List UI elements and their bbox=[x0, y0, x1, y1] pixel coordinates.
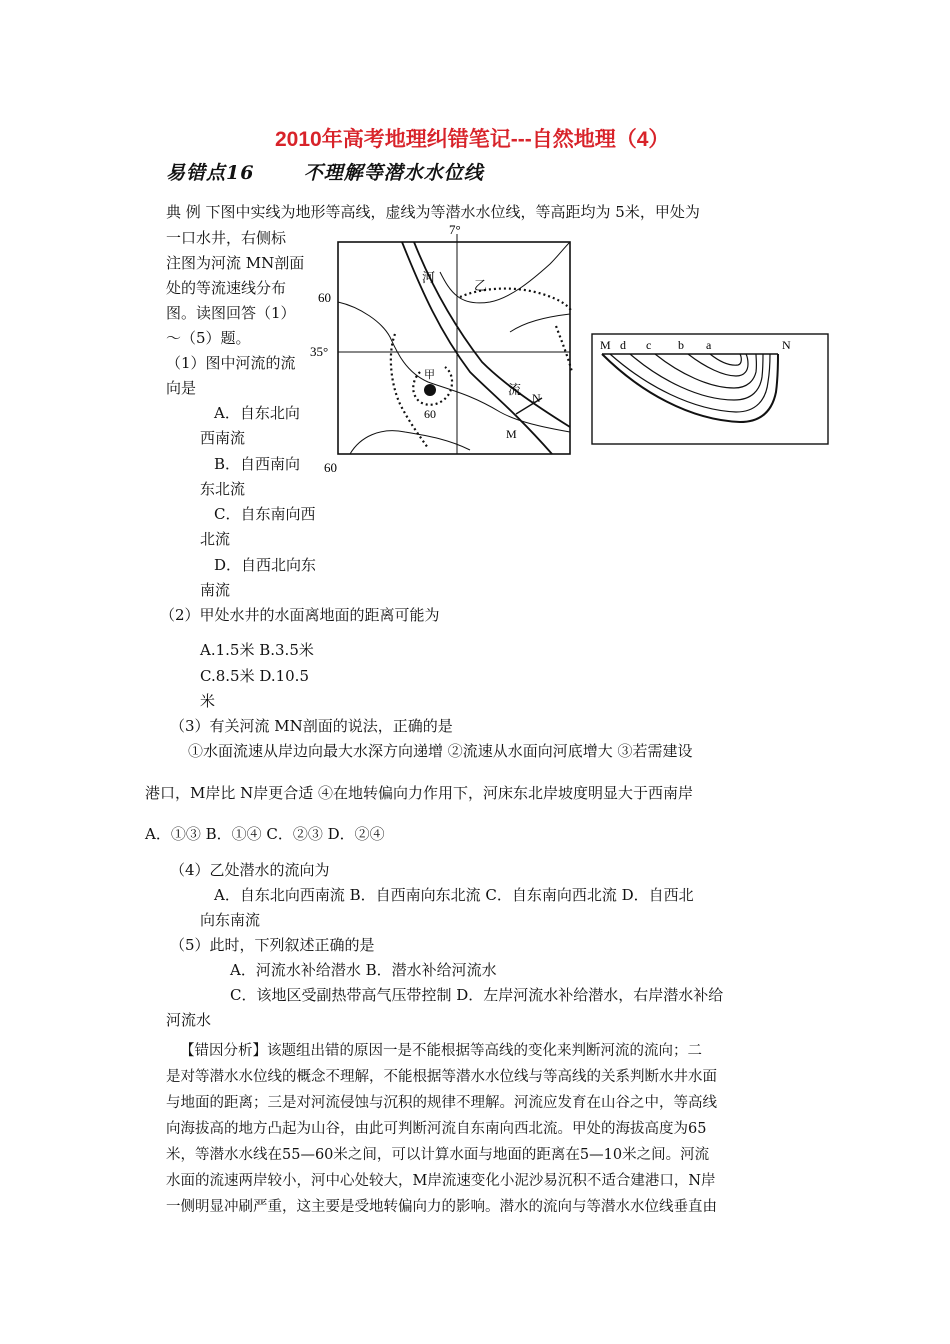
section-label-m: M bbox=[600, 338, 611, 352]
page-title: 2010年高考地理纠错笔记---自然地理（4） bbox=[275, 128, 670, 151]
intro-line-3: 注图为河流 MN剖面 bbox=[166, 254, 305, 272]
analysis-line: 一侧明显冲刷严重，这主要是受地转偏向力的影响。潜水的流向与等潜水水位线垂直由 bbox=[166, 1199, 717, 1215]
intro-line-4: 处的等流速线分布 bbox=[166, 279, 287, 297]
intro-line-6: ～（5）题。 bbox=[166, 329, 251, 347]
contour-line bbox=[440, 242, 570, 303]
q1-stem-line-1: （1）图中河流的流 bbox=[166, 354, 296, 372]
q3-stem: （3）有关河流 MN剖面的说法，正确的是 bbox=[170, 717, 453, 735]
q1-option-a: A．自东北向 bbox=[214, 404, 300, 422]
q3-options: A．①③ B．①④ C．②③ D．②④ bbox=[145, 825, 385, 843]
riverbed-outline bbox=[602, 354, 778, 422]
section-label-b: b bbox=[678, 338, 684, 352]
q3-statements-line-1: ①水面流速从岸边向最大水深方向递增 ②流速从水面向河底增大 ③若需建设 bbox=[188, 742, 693, 760]
isovel-line bbox=[710, 354, 741, 365]
q3-statements-line-2: 港口，M岸比 N岸更合适 ④在地转偏向力作用下，河床东北岸坡度明显大于西南岸 bbox=[145, 784, 694, 802]
q1-option-b-cont: 东北流 bbox=[200, 480, 246, 498]
analysis-line: 是对等潜水水位线的概念不理解，不能根据等潜水水位线与等高线的关系判断水井水面 bbox=[166, 1069, 717, 1085]
section-label-n: N bbox=[782, 338, 791, 352]
q4-stem: （4）乙处潜水的流向为 bbox=[170, 861, 330, 879]
section-label-c: c bbox=[646, 338, 652, 352]
q4-options-line-1: A．自东北向西南流 B．自西南向东北流 C．自东南向西北流 D．自西北 bbox=[214, 886, 694, 904]
contour-value-label: 60 bbox=[318, 290, 331, 305]
q5-options-line-2: C．该地区受副热带高气压带控制 D．左岸河流水补给潜水，右岸潜水补给 bbox=[230, 986, 724, 1004]
q1-option-d-cont: 南流 bbox=[200, 581, 231, 599]
q5-options-line-1: A．河流水补给潜水 B．潜水补给河流水 bbox=[230, 961, 497, 979]
analysis-line: 与地面的距离；三是对河流侵蚀与沉积的规律不理解。河流应发育在山谷之中，等高线 bbox=[166, 1095, 717, 1111]
q1-option-a-cont: 西南流 bbox=[200, 429, 246, 447]
contour-map-figure bbox=[310, 222, 830, 477]
point-yi-label: 乙 bbox=[474, 278, 488, 293]
q2-option-d-unit: 米 bbox=[200, 692, 216, 710]
river-bank-right bbox=[414, 242, 570, 427]
point-jia-label: 甲 bbox=[424, 369, 435, 381]
q5-options-line-3: 河流水 bbox=[166, 1011, 212, 1029]
q2-options-cd: C.8.5米 D.10.5 bbox=[200, 667, 309, 685]
contour-value-label: 60 bbox=[324, 460, 337, 475]
contour-line bbox=[510, 314, 570, 332]
q4-options-line-2: 向东南流 bbox=[200, 911, 261, 929]
isovel-line bbox=[610, 354, 770, 412]
contour-value-label: 60 bbox=[424, 407, 436, 421]
q1-stem-line-2: 向是 bbox=[166, 379, 197, 397]
analysis-line: 水面的流速两岸较小，河中心处较大，M岸流速变化小泥沙易沉积不适合建港口，N岸 bbox=[166, 1173, 716, 1189]
intro-line-1: 典 例 下图中实线为地形等高线，虚线为等潜水水位线，等高距均为 5米，甲处为 bbox=[166, 203, 700, 221]
intro-line-5: 图。读图回答（1） bbox=[166, 304, 296, 322]
q2-stem: （2）甲处水井的水面离地面的距离可能为 bbox=[160, 606, 440, 624]
q1-option-c-cont: 北流 bbox=[200, 530, 231, 548]
section-heading-label: 易错点16 bbox=[166, 162, 255, 184]
analysis-line: 向海拔高的地方凸起为山谷，由此可判断河流自东南向西北流。甲处的海拔高度为65 bbox=[166, 1121, 707, 1137]
intro-line-2: 一口水井，右侧标 bbox=[166, 229, 287, 247]
section-label-d: d bbox=[620, 338, 626, 352]
section-label-a: a bbox=[706, 338, 712, 352]
q2-options-ab: A.1.5米 B.3.5米 bbox=[200, 641, 314, 659]
q1-option-c: C．自东南向西 bbox=[214, 505, 316, 523]
point-n-label: N bbox=[532, 391, 541, 405]
analysis-line: 【错因分析】该题组出错的原因一是不能根据等高线的变化来判断河流的流向；二 bbox=[180, 1043, 702, 1059]
river-label: 河 bbox=[422, 270, 436, 285]
flow-label: 流 bbox=[508, 382, 522, 397]
point-m-label: M bbox=[506, 427, 517, 441]
section-heading bbox=[166, 162, 484, 185]
q1-option-d: D．自西北向东 bbox=[214, 556, 317, 574]
q1-option-b: B．自西南向 bbox=[214, 455, 301, 473]
section-heading-text: 不理解等潜水水位线 bbox=[303, 162, 484, 184]
latitude-label: 35° bbox=[310, 344, 329, 359]
contour-line bbox=[350, 431, 470, 454]
longitude-label: 7° bbox=[449, 222, 461, 237]
q5-stem: （5）此时，下列叙述正确的是 bbox=[170, 936, 375, 954]
well-point bbox=[424, 384, 436, 396]
analysis-line: 米，等潜水水线在55—60米之间，可以计算水面与地面的距离在5—10米之间。河流 bbox=[166, 1147, 710, 1163]
